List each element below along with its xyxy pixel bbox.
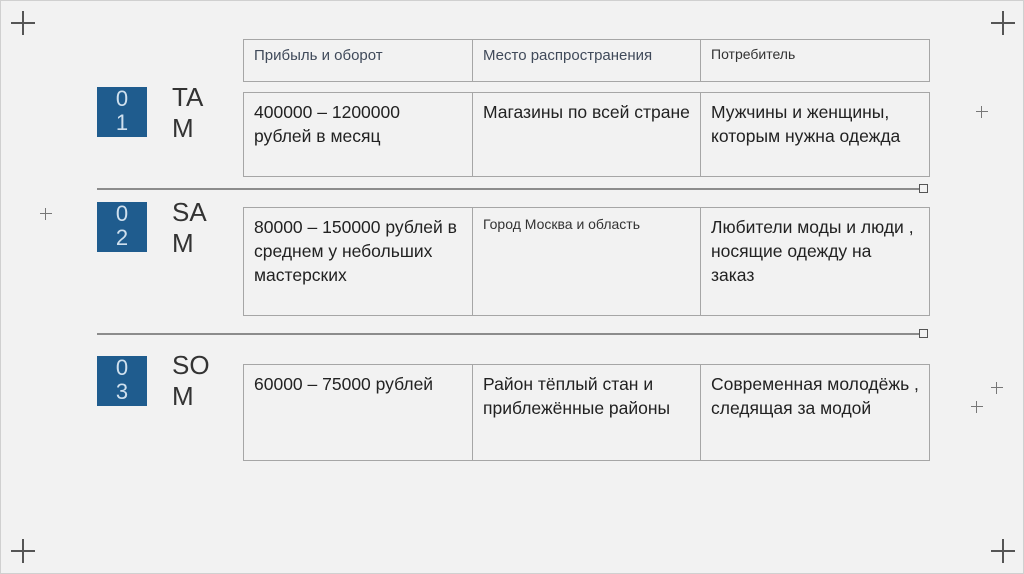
cell-place: Район тёплый стан и приблежённые районы [473, 365, 701, 461]
separator-line [97, 188, 924, 190]
cell-profit: 80000 – 150000 рублей в среднем у небольших мастерских [244, 208, 473, 316]
small-plus-icon [991, 382, 1003, 394]
plus-icon [11, 11, 35, 35]
cell-profit: 60000 – 75000 рублей [244, 365, 473, 461]
row-number-badge: 0 2 [97, 202, 147, 252]
separator-end-marker [919, 329, 928, 338]
row-label-sam: SAM [172, 197, 207, 258]
separator-end-marker [919, 184, 928, 193]
plus-icon [11, 539, 35, 563]
header-table [243, 39, 930, 82]
cell-place: Город Москва и область [473, 208, 701, 316]
cell-place: Магазины по всей стране [473, 93, 701, 177]
cell-consumer: Любители моды и люди , носящие одежду на заказ [701, 208, 930, 316]
cell-profit: 400000 – 1200000 рублей в месяц [244, 93, 473, 177]
plus-icon [991, 539, 1015, 563]
header-consumer: Потребитель [701, 40, 930, 82]
row-table-sam [243, 207, 930, 316]
row-number-badge: 0 1 [97, 87, 147, 137]
row-number-badge: 0 3 [97, 356, 147, 406]
plus-icon [991, 11, 1015, 35]
row-label-tam: TAM [172, 82, 204, 143]
small-plus-icon [40, 208, 52, 220]
cell-consumer: Мужчины и женщины, которым нужна одежда [701, 93, 930, 177]
header-place: Место распространения [473, 40, 701, 82]
row-table-som [243, 364, 930, 461]
small-plus-icon [971, 401, 983, 413]
header-profit: Прибыль и оборот [244, 40, 473, 82]
small-plus-icon [976, 106, 988, 118]
separator-line [97, 333, 924, 335]
row-label-som: SOM [172, 350, 210, 411]
cell-consumer: Современная молодёжь , следящая за модой [701, 365, 930, 461]
row-table-tam [243, 92, 930, 177]
